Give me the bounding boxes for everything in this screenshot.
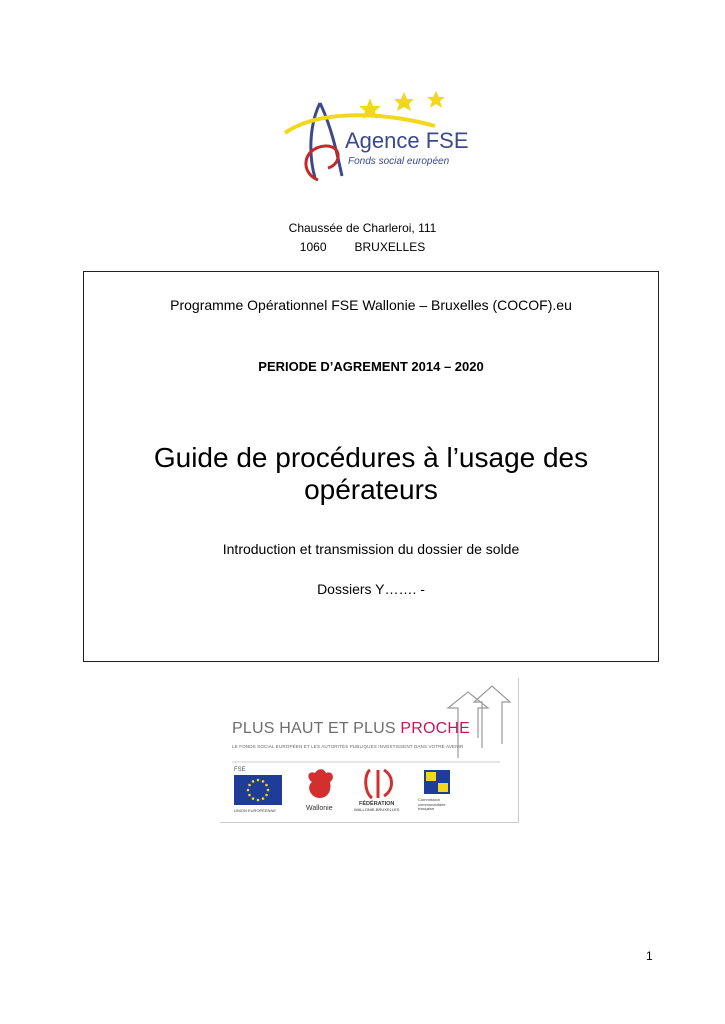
slogan-accent: PROCHE	[400, 720, 471, 737]
cocof-caption	[418, 798, 446, 812]
address-block	[0, 219, 725, 257]
eu-flag-icon	[234, 775, 282, 805]
federation-line2: WALLONIE-BRUXELLES	[354, 807, 400, 812]
agence-fse-logo	[280, 88, 480, 188]
cocof-line2: communautaire	[418, 801, 446, 807]
federation-line1: FÉDÉRATION	[359, 801, 395, 807]
address-city: BRUXELLES	[354, 240, 426, 254]
address-street: Chaussée de Charleroi, 111	[288, 221, 437, 235]
document-title: Guide de procédures à l’usage des opérateurs	[153, 442, 589, 505]
logo-subtitle: Fonds social européen	[348, 156, 450, 167]
fse-label: FSE	[234, 767, 246, 773]
intro-line: Introduction et transmission du dossier de solde	[222, 541, 520, 557]
cocof-line3: française	[418, 806, 435, 811]
banner-slogan	[232, 720, 470, 738]
period-heading: PERIODE D’AGREMENT 2014 – 2020	[258, 359, 484, 374]
slogan-subtitle: LE FONDS SOCIAL EUROPÉEN ET LES AUTORITÉS PUBLIQUES INVESTISSENT DANS VOTRE AVENIR	[232, 744, 464, 749]
plus-haut-banner	[220, 678, 520, 824]
address-postal-code: 1060	[299, 240, 327, 254]
wallonie-caption: Wallonie	[306, 805, 333, 812]
programme-line: Programme Opérationnel FSE Wallonie – Bruxelles (COCOF).eu	[170, 297, 572, 313]
page-number: 1	[646, 949, 653, 963]
dossiers-line: Dossiers Y……. -	[317, 581, 425, 597]
federation-caption	[354, 801, 399, 813]
cocof-line1: Commission	[418, 797, 441, 802]
address-city-line	[0, 238, 725, 257]
slogan-main: PLUS HAUT ET PLUS	[232, 720, 401, 737]
eu-caption: UNION EUROPÉENNE	[234, 808, 277, 813]
logo-title: Agence FSE	[345, 128, 469, 153]
cover-box	[83, 271, 659, 662]
